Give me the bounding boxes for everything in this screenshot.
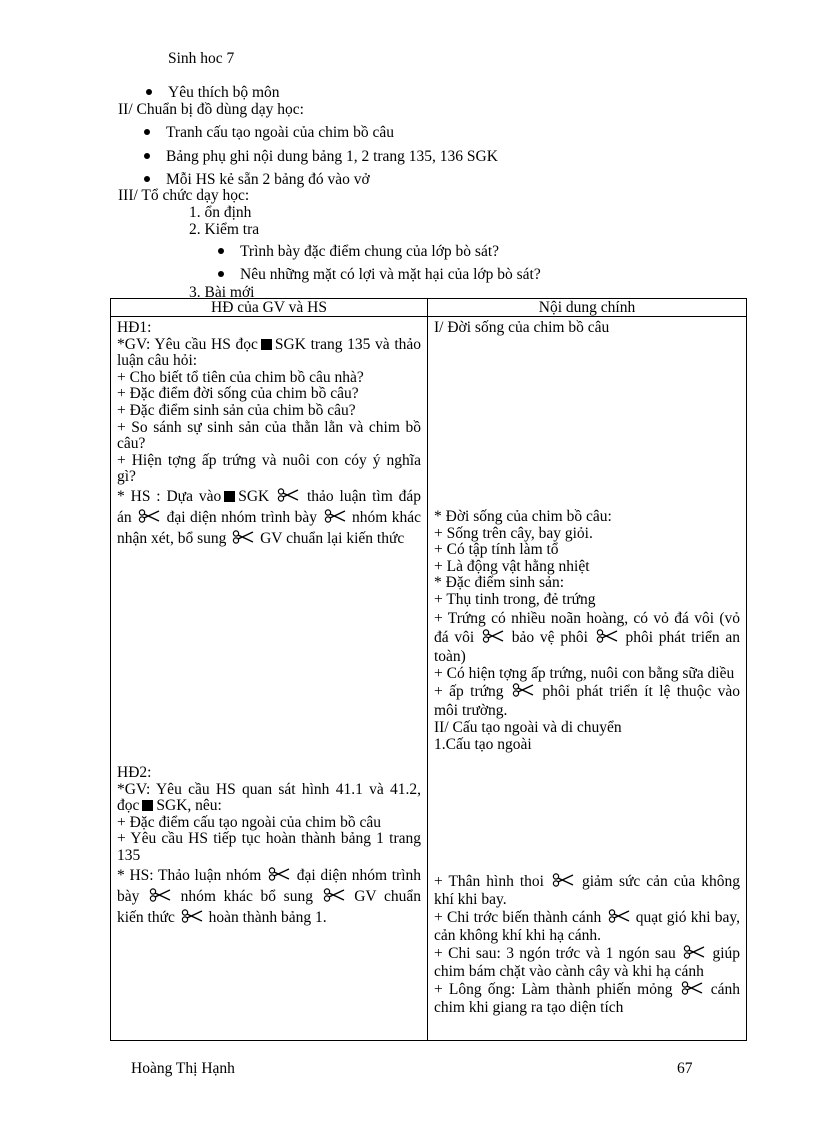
scissors-icon	[608, 909, 630, 923]
scissors-icon	[138, 509, 160, 523]
column-header: Nội dung chính	[538, 299, 636, 316]
text-line: *GV: Yêu cầu HS đọc SGK trang 135 và thảo luận câu hỏi:	[117, 335, 422, 370]
list-item: Bảng phụ ghi nội dung bảng 1, 2 trang 135, 136 SGK	[166, 148, 498, 165]
text-line: + Đặc điểm cấu tạo ngoài của chim bồ câu	[117, 813, 381, 831]
text-line: * HS: Thảo luận nhóm đại diện nhóm trình bày nhóm khác bổ sung GV chuẩn kiến thức hoàn thành bảng 1.	[117, 866, 422, 926]
footer-author: Hoàng Thị Hạnh	[131, 1060, 235, 1077]
scissors-icon	[683, 945, 705, 959]
right-column-structure	[434, 873, 740, 1017]
list-item: Yêu thích bộ môn	[168, 84, 280, 101]
list-item: Nêu những mặt có lợi và mặt hại của lớp bò sát?	[240, 266, 541, 283]
text-line: + Là động vật hằng nhiệt	[434, 557, 590, 575]
scissors-icon	[277, 488, 299, 502]
scissors-icon	[681, 981, 703, 995]
text-line: + Chi sau: 3 ngón trớc và 1 ngón sau giúp chim bám chặt vào cành cây và khi hạ cánh	[434, 945, 741, 980]
square-icon	[142, 800, 153, 811]
text-line: + Có hiện tợng ấp trứng, nuôi con bằng sữa diều	[434, 664, 735, 682]
text-line: * HS : Dựa vào SGK thảo luận tìm đáp án đại diện nhóm trình bày nhóm khác nhận xét, bổ sung GV chuẩn lại kiến thức	[117, 487, 422, 547]
text-line: + Hiện tợng ấp trứng và nuôi con cóy ý nghĩa gì?	[117, 451, 421, 486]
scissors-icon	[149, 888, 171, 902]
text-line: + Có tập tính làm tổ	[434, 541, 559, 559]
page-number: 67	[677, 1060, 693, 1077]
text-line: + Thân hình thoi giảm sức cản của không khí khi bay.	[434, 873, 741, 908]
text-line: * Đặc điểm sinh sản:	[434, 574, 565, 592]
hd-label: HĐ1:	[117, 319, 152, 336]
scissors-icon	[232, 530, 254, 544]
text-line: + ấp trứng phôi phát triển ít lệ thuộc vào môi trường.	[434, 683, 741, 720]
square-icon	[261, 339, 272, 350]
scissors-icon	[552, 873, 574, 887]
text-line: + Thụ tinh trong, đẻ trứng	[434, 590, 596, 608]
text-line: + Sống trên cây, bay giỏi.	[434, 524, 593, 542]
section-heading: I/ Đời sống của chim bồ câu	[434, 319, 610, 336]
scissors-icon	[482, 629, 504, 643]
scissors-icon	[512, 683, 534, 697]
text-line: + Yêu cầu HS tiếp tục hoàn thành bảng 1 trang 135	[117, 830, 421, 864]
numbered-item: 2. Kiểm tra	[189, 221, 260, 238]
section-title: III/ Tổ chức dạy học:	[118, 187, 250, 204]
scissors-icon	[268, 867, 290, 881]
right-column	[434, 320, 740, 337]
section-heading: II/ Cấu tạo ngoài và di chuyển	[434, 719, 622, 737]
text-line: *GV: Yêu cầu HS quan sát hình 41.1 và 41.2, đọc SGK, nêu:	[117, 780, 421, 815]
text-line: + Đặc điểm sinh sản của chim bồ câu?	[117, 401, 356, 419]
text-line: + Lông ống: Làm thành phiến mỏng cánh chim khi giang ra tạo diện tích	[434, 981, 740, 1016]
section-heading: 1.Cấu tạo ngoài	[434, 735, 532, 753]
square-icon	[224, 491, 235, 502]
text-line: + Cho biết tổ tiên của chim bồ câu nhà?	[117, 368, 364, 386]
text-line: + So sánh sự sinh sản của thằn lằn và chim bồ câu?	[117, 418, 421, 453]
text-line: + Đặc điểm đời sống của chim bồ câu?	[117, 385, 359, 403]
scissors-icon	[181, 909, 203, 923]
numbered-item: 3. Bài mới	[189, 284, 255, 301]
text-line: + Trứng có nhiều noãn hoàng, có vỏ đá vôi (vỏ đá vôi bảo vệ phôi phôi phát triển an toàn)	[434, 609, 741, 665]
list-item: Tranh cấu tạo ngoài của chim bồ câu	[166, 124, 394, 141]
column-header: HĐ của GV và HS	[211, 299, 327, 316]
hd-label: HĐ2:	[117, 764, 152, 781]
numbered-item: 1. ổn định	[189, 204, 252, 221]
section-title: II/ Chuẩn bị đồ dùng dạy học:	[118, 101, 304, 118]
list-item: Trình bày đặc điểm chung của lớp bò sát?	[240, 243, 500, 260]
text-line: * Đời sống của chim bồ câu:	[434, 508, 612, 525]
right-column-life	[434, 509, 740, 753]
lesson-table	[110, 298, 747, 1041]
left-column-hd2	[117, 765, 421, 928]
left-column	[117, 320, 421, 549]
scissors-icon	[324, 509, 346, 523]
list-item: Mỗi HS kẻ sẵn 2 bảng đó vào vở	[166, 171, 370, 188]
text-line: + Chi trớc biến thành cánh quạt gió khi bay, cản không khí khi hạ cánh.	[434, 909, 741, 944]
scissors-icon	[323, 888, 345, 902]
scissors-icon	[596, 629, 618, 643]
subject-header: Sinh hoc 7	[168, 50, 235, 67]
